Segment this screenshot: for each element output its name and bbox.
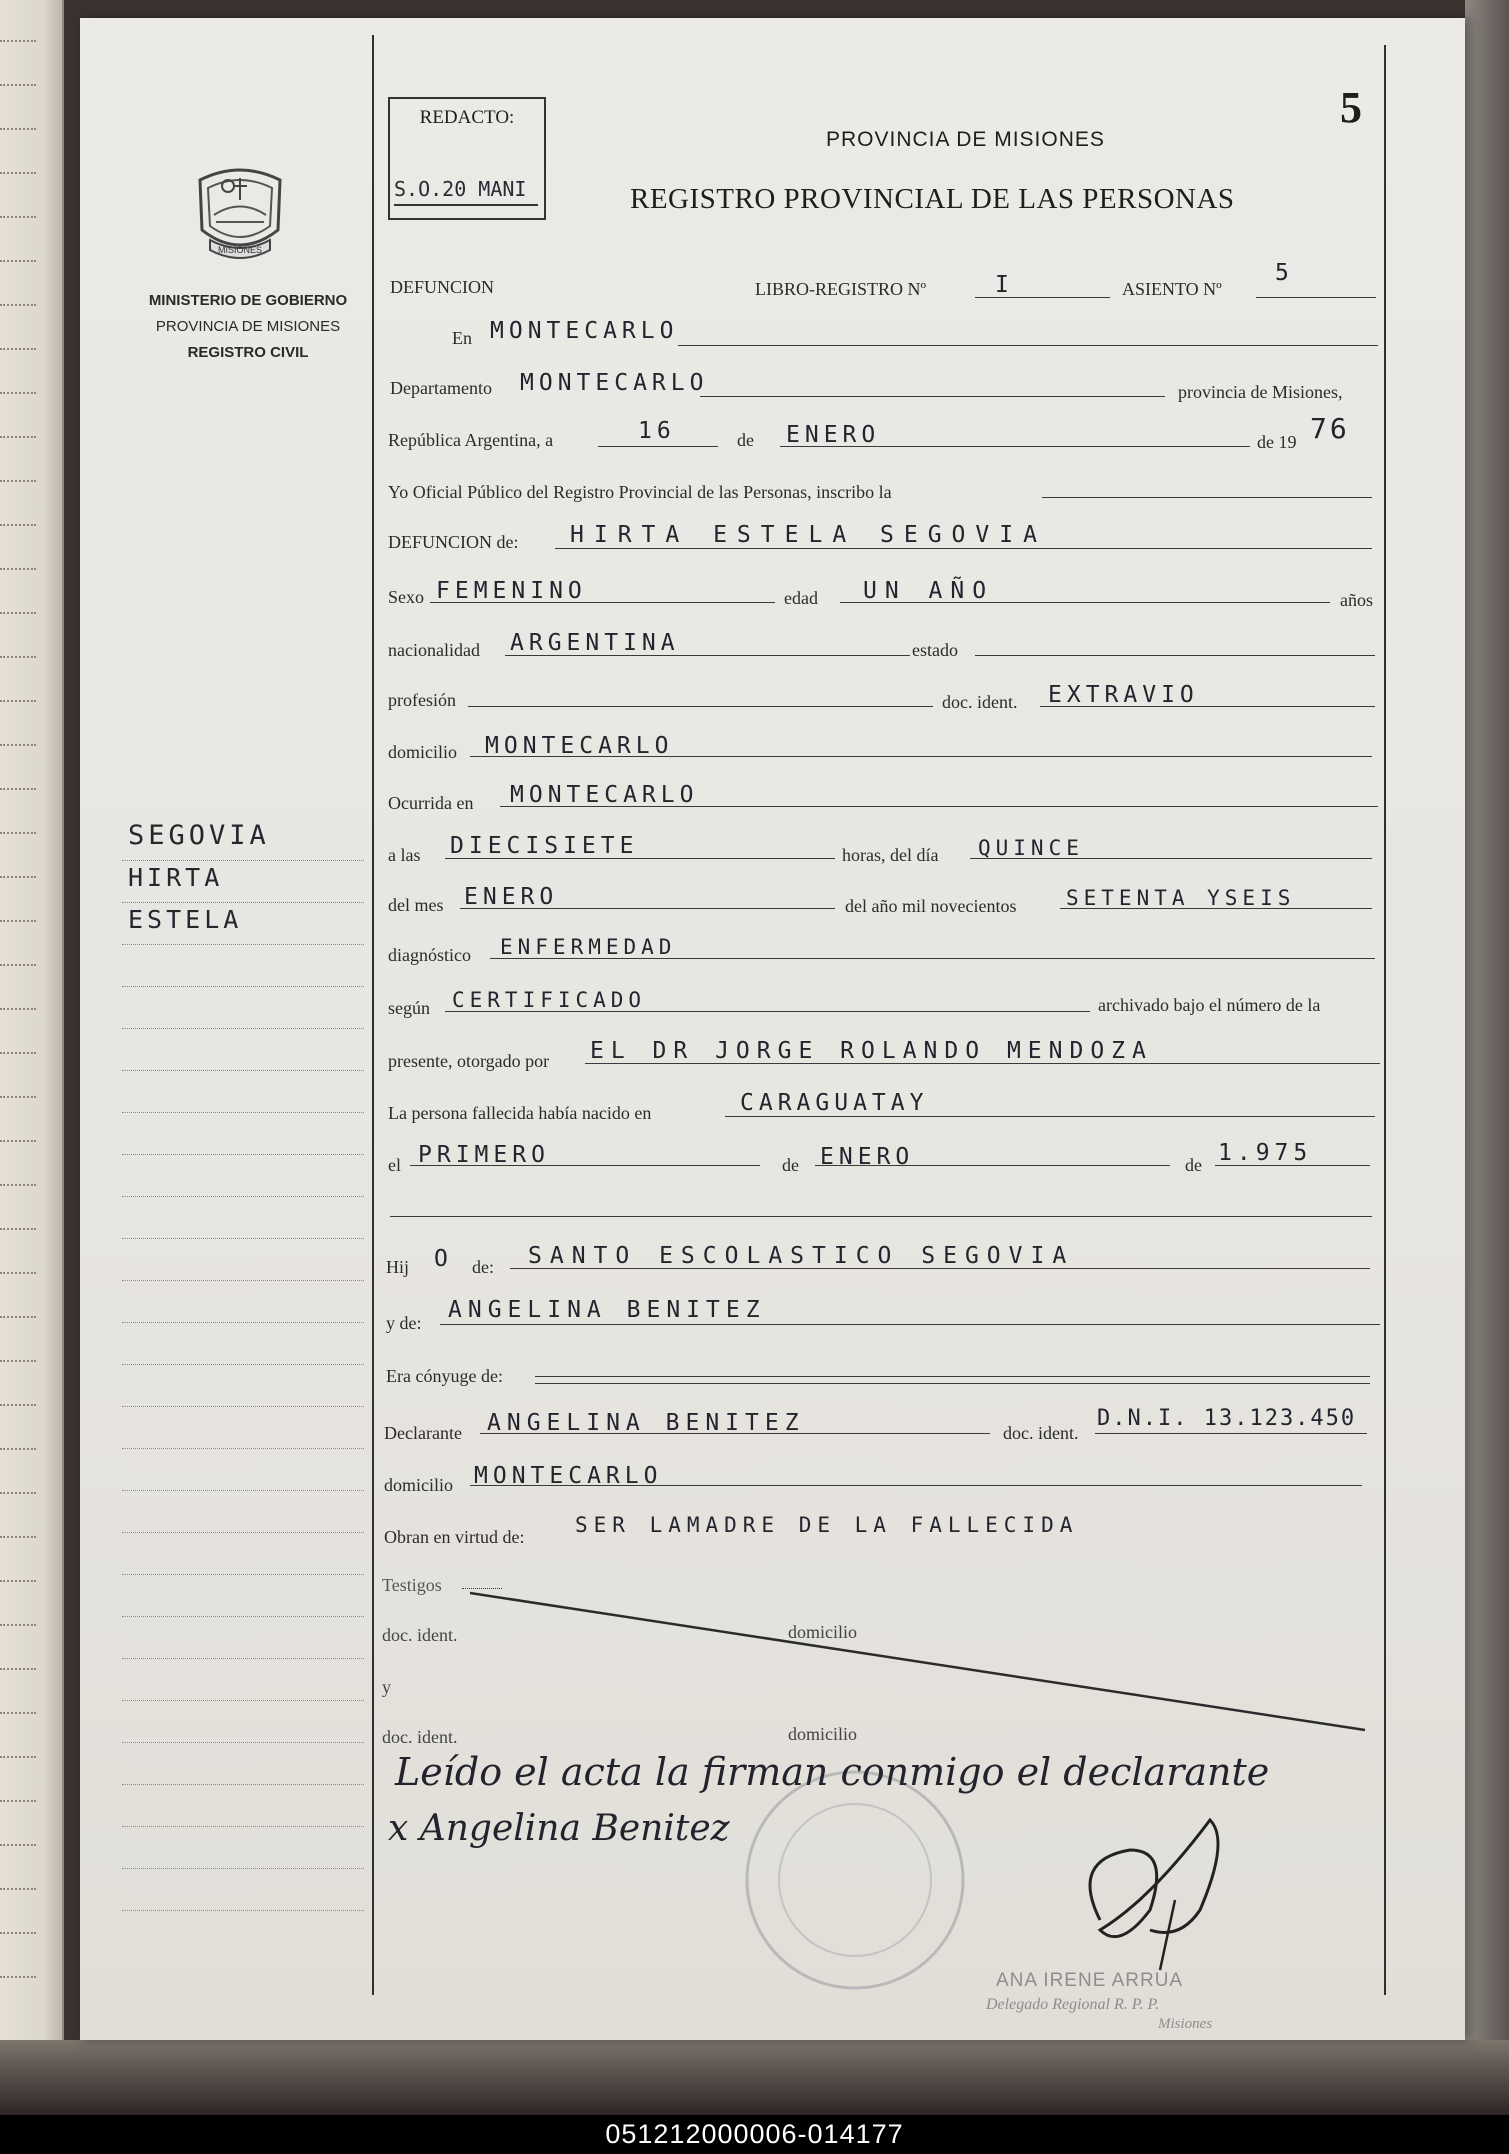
page-edge-tick	[0, 172, 36, 174]
a-las-line	[445, 858, 835, 859]
margin-ruled-line	[122, 1028, 364, 1029]
y-label: y	[382, 1677, 391, 1697]
margin-surname: SEGOVIA	[128, 820, 270, 851]
de-mes-label: de	[782, 1155, 799, 1175]
page-edge-tick	[0, 788, 36, 790]
closing-line-2: x Angelina Benitez	[388, 1808, 730, 1849]
right-margin-rule	[1384, 45, 1386, 1995]
margin-ruled-line	[122, 1238, 364, 1239]
page-edge-tick	[0, 524, 36, 526]
margin-ruled-line	[122, 1532, 364, 1533]
conyuge-line-2	[535, 1383, 1370, 1384]
page-edge-tick	[0, 656, 36, 658]
decl-doc-line	[1095, 1433, 1367, 1434]
en-value: MONTECARLO	[490, 318, 679, 344]
margin-ruled-line	[122, 902, 364, 903]
ocurrida-label: Ocurrida en	[388, 793, 474, 813]
el-label: el	[388, 1155, 401, 1175]
redacto-box	[388, 97, 546, 220]
margin-ruled-line	[122, 986, 364, 987]
page-edge-tick	[0, 1580, 36, 1582]
page-edge-tick	[0, 1316, 36, 1318]
de-anio-value: 1.975	[1218, 1140, 1313, 1166]
margin-first-name: HIRTA	[128, 863, 224, 892]
margin-ruled-line	[122, 1490, 364, 1491]
edad-label: edad	[784, 588, 818, 608]
asiento-value: 5	[1275, 260, 1294, 286]
page-edge-tick	[0, 1668, 36, 1670]
doc-ident-label: doc. ident.	[942, 692, 1018, 712]
page-edge-tick	[0, 1844, 36, 1846]
profesion-line	[468, 706, 933, 707]
profesion-label: profesión	[388, 690, 456, 710]
decl-doc-value: D.N.I. 13.123.450	[1097, 1406, 1357, 1431]
nacido-value: CARAGUATAY	[740, 1090, 929, 1116]
decl-domicilio-value: MONTECARLO	[474, 1463, 663, 1489]
book-bottom-edge	[0, 2040, 1509, 2115]
page-edge-tick	[0, 744, 36, 746]
nacido-label: La persona fallecida había nacido en	[388, 1103, 652, 1123]
de-mes-line	[815, 1165, 1170, 1166]
nacionalidad-label: nacionalidad	[388, 640, 480, 660]
page-edge-tick	[0, 1360, 36, 1362]
asiento-label: ASIENTO Nº	[1122, 279, 1222, 299]
margin-ruled-line	[122, 1826, 364, 1827]
sexo-value: FEMENINO	[436, 578, 587, 604]
libro-label: LIBRO-REGISTRO Nº	[755, 279, 927, 299]
margin-ruled-line	[122, 1112, 364, 1113]
ministry-line-1: MINISTERIO DE GOBIERNO	[148, 292, 348, 309]
redacto-value: S.O.20 MANI	[394, 177, 527, 201]
de-mes-value: ENERO	[820, 1144, 915, 1170]
registry-stamp-icon	[735, 1760, 975, 2000]
madre-value: ANGELINA BENITEZ	[448, 1297, 766, 1323]
oficial-line	[1042, 497, 1372, 498]
departamento-line	[700, 396, 1165, 397]
horas-value: QUINCE	[978, 836, 1084, 860]
column-divider	[372, 35, 374, 1995]
margin-ruled-line	[122, 1448, 364, 1449]
page-edge-tick	[0, 1096, 36, 1098]
conyuge-line	[535, 1376, 1370, 1377]
provincia-label: provincia de Misiones,	[1178, 382, 1343, 402]
segun-label: según	[388, 998, 430, 1018]
sexo-line	[430, 602, 775, 603]
decl-domicilio-line	[470, 1485, 1362, 1486]
page-edge-tick	[0, 480, 36, 482]
hijo-suffix: O	[434, 1246, 453, 1272]
page-edge-tick	[0, 348, 36, 350]
asiento-line	[1256, 297, 1376, 298]
page-edge-tick	[0, 260, 36, 262]
page-edge-tick	[0, 1008, 36, 1010]
del-anio-value: SETENTA YSEIS	[1066, 886, 1296, 910]
domicilio-value: MONTECARLO	[485, 733, 674, 759]
domicilio-label: domicilio	[388, 742, 457, 762]
page-edge-tick	[0, 876, 36, 878]
testigo-doc-label-1: doc. ident.	[382, 1625, 458, 1645]
estado-line	[975, 655, 1375, 656]
diagnostico-line	[490, 958, 1375, 959]
mes-line	[780, 446, 1250, 447]
page-edge-tick	[0, 1140, 36, 1142]
libro-line	[975, 297, 1110, 298]
ocurrida-value: MONTECARLO	[510, 782, 699, 808]
book-left-page-edge	[0, 0, 64, 2115]
hijo-de-label: de:	[472, 1257, 494, 1277]
dia-line	[598, 446, 718, 447]
madre-line	[440, 1324, 1380, 1325]
margin-ruled-line	[122, 1070, 364, 1071]
oficial-text: Yo Oficial Público del Registro Provincial de las Personas, inscribo la	[388, 482, 892, 502]
anios-label: años	[1340, 590, 1373, 610]
testigos-label: Testigos	[382, 1575, 442, 1595]
del-mes-value: ENERO	[464, 884, 559, 910]
difunto-value: HIRTA ESTELA SEGOVIA	[570, 522, 1047, 548]
redacto-underline	[394, 204, 538, 206]
archivado-label: archivado bajo el número de la	[1098, 995, 1321, 1015]
de-anio-line	[1215, 1165, 1370, 1166]
margin-ruled-line	[122, 944, 364, 945]
testigo-dom-label-2: domicilio	[788, 1724, 857, 1744]
horas-label: horas, del día	[842, 845, 939, 865]
edad-value: UN AÑO	[863, 578, 995, 604]
page-edge-tick	[0, 40, 36, 42]
del-anio-line	[1060, 908, 1372, 909]
page-edge-tick	[0, 1228, 36, 1230]
page-edge-tick	[0, 612, 36, 614]
diagnostico-label: diagnóstico	[388, 945, 471, 965]
page-edge-tick	[0, 964, 36, 966]
del-mes-label: del mes	[388, 895, 444, 915]
page-edge-tick	[0, 1932, 36, 1934]
y-de-label: y de:	[386, 1313, 422, 1333]
del-anio-label: del año mil novecientos	[845, 896, 1017, 916]
page-edge-tick	[0, 700, 36, 702]
departamento-label: Departamento	[390, 378, 492, 398]
republica-label: República Argentina, a	[388, 430, 554, 450]
defuncion-de-label: DEFUNCION de:	[388, 532, 519, 552]
page-edge-tick	[0, 1052, 36, 1054]
closing-line-1: Leído el acta la firman conmigo el declarante	[395, 1750, 1270, 1794]
testigo-doc-label-2: doc. ident.	[382, 1727, 458, 1747]
page-edge-tick	[0, 128, 36, 130]
diagnostico-value: ENFERMEDAD	[500, 935, 677, 959]
page-edge-tick	[0, 1756, 36, 1758]
de-label: de	[737, 430, 754, 450]
book-right-edge	[1465, 0, 1509, 2040]
page-edge-tick	[0, 1976, 36, 1978]
ministry-header	[128, 288, 368, 366]
signatory-name: ANA IRENE ARRUA	[996, 1970, 1184, 1991]
signatory-role: Delegado Regional R. P. P.	[986, 1996, 1160, 2013]
nacionalidad-line	[505, 655, 910, 656]
page-edge-tick	[0, 1448, 36, 1450]
ministry-line-2: PROVINCIA DE MISIONES	[155, 318, 341, 335]
nacionalidad-value: ARGENTINA	[510, 630, 680, 656]
page-edge-tick	[0, 84, 36, 86]
margin-ruled-line	[122, 1616, 364, 1617]
segun-value: CERTIFICADO	[452, 988, 647, 1012]
obran-label: Obran en virtud de:	[384, 1527, 525, 1547]
margin-ruled-line	[122, 860, 364, 861]
page-edge-tick	[0, 304, 36, 306]
official-signature	[1060, 1800, 1260, 1980]
defuncion-title: DEFUNCION	[390, 277, 495, 297]
declarante-label: Declarante	[384, 1423, 462, 1443]
conyuge-label: Era cónyuge de:	[386, 1366, 503, 1386]
declarante-value: ANGELINA BENITEZ	[487, 1410, 805, 1436]
anio-value: 76	[1310, 412, 1350, 445]
padre-line	[510, 1268, 1370, 1269]
margin-ruled-line	[122, 1868, 364, 1869]
page-edge-tick	[0, 1272, 36, 1274]
page-edge-tick	[0, 216, 36, 218]
margin-ruled-line	[122, 1658, 364, 1659]
margin-ruled-line	[122, 1154, 364, 1155]
de-19-label: de 19	[1257, 432, 1297, 452]
presente-line	[585, 1063, 1380, 1064]
obran-value: SER LAMADRE DE LA FALLECIDA	[575, 1513, 1079, 1537]
margin-ruled-line	[122, 1364, 364, 1365]
margin-ruled-line	[122, 1280, 364, 1281]
en-label: En	[452, 328, 472, 348]
dia-value: 16	[638, 418, 676, 444]
page-edge-tick	[0, 832, 36, 834]
doc-ident-value: EXTRAVIO	[1048, 682, 1199, 708]
page-number: 5	[1340, 83, 1362, 132]
testigo-dom-label-1: domicilio	[788, 1622, 857, 1642]
hijo-label: Hij	[386, 1257, 410, 1277]
page-edge-tick	[0, 1184, 36, 1186]
redacto-label: REDACTO:	[419, 107, 515, 128]
el-value: PRIMERO	[418, 1142, 550, 1168]
svg-text:MISIONES: MISIONES	[217, 245, 263, 255]
del-mes-line	[460, 908, 835, 909]
presente-value: EL DR JORGE ROLANDO MENDOZA	[590, 1038, 1153, 1064]
page-edge-tick	[0, 1888, 36, 1890]
edad-line	[840, 602, 1330, 603]
province-seal-icon	[190, 160, 290, 272]
page-edge-tick	[0, 1404, 36, 1406]
margin-ruled-line	[122, 1196, 364, 1197]
province-heading: PROVINCIA DE MISIONES	[826, 128, 1105, 151]
margin-ruled-line	[122, 1742, 364, 1743]
blank-line	[390, 1216, 1372, 1217]
declarante-line	[480, 1433, 990, 1434]
margin-ruled-line	[122, 1322, 364, 1323]
margin-ruled-line	[122, 1700, 364, 1701]
cancel-strike-line	[470, 1585, 1370, 1735]
padre-value: SANTO ESCOLASTICO SEGOVIA	[528, 1243, 1075, 1269]
margin-middle-name: ESTELA	[128, 905, 243, 934]
de-anio-label: de	[1185, 1155, 1202, 1175]
ocurrida-line	[500, 806, 1378, 807]
a-las-label: a las	[388, 845, 421, 865]
margin-ruled-line	[122, 1910, 364, 1911]
page-edge-tick	[0, 568, 36, 570]
decl-doc-label: doc. ident.	[1003, 1423, 1079, 1443]
decl-domicilio-label: domicilio	[384, 1475, 453, 1495]
horas-line	[970, 858, 1372, 859]
doc-ident-line	[1040, 706, 1375, 707]
margin-ruled-line	[122, 1784, 364, 1785]
presente-label: presente, otorgado por	[388, 1051, 550, 1071]
departamento-value: MONTECARLO	[520, 370, 709, 396]
page-edge-tick	[0, 1624, 36, 1626]
nacido-line	[725, 1116, 1375, 1117]
segun-line	[445, 1011, 1090, 1012]
mes-value: ENERO	[786, 422, 881, 448]
domicilio-line	[470, 756, 1372, 757]
margin-ruled-line	[122, 1406, 364, 1407]
page-edge-tick	[0, 920, 36, 922]
el-line	[410, 1165, 760, 1166]
libro-value: I	[995, 272, 1014, 298]
registry-heading: REGISTRO PROVINCIAL DE LAS PERSONAS	[630, 183, 1235, 215]
page-edge-tick	[0, 1800, 36, 1802]
image-id-footer: 051212000006-014177	[0, 2115, 1509, 2154]
margin-ruled-line	[122, 1574, 364, 1575]
a-las-value: DIECISIETE	[450, 833, 639, 859]
estado-label: estado	[912, 640, 958, 660]
page-edge-tick	[0, 1492, 36, 1494]
en-line	[678, 345, 1378, 346]
ministry-line-3: REGISTRO CIVIL	[187, 344, 309, 361]
page-edge-tick	[0, 1536, 36, 1538]
page-edge-tick	[0, 392, 36, 394]
difunto-line	[555, 548, 1372, 549]
page-edge-tick	[0, 1712, 36, 1714]
page-edge-tick	[0, 436, 36, 438]
signatory-place: Misiones	[1158, 2016, 1213, 2032]
sexo-label: Sexo	[388, 587, 424, 607]
